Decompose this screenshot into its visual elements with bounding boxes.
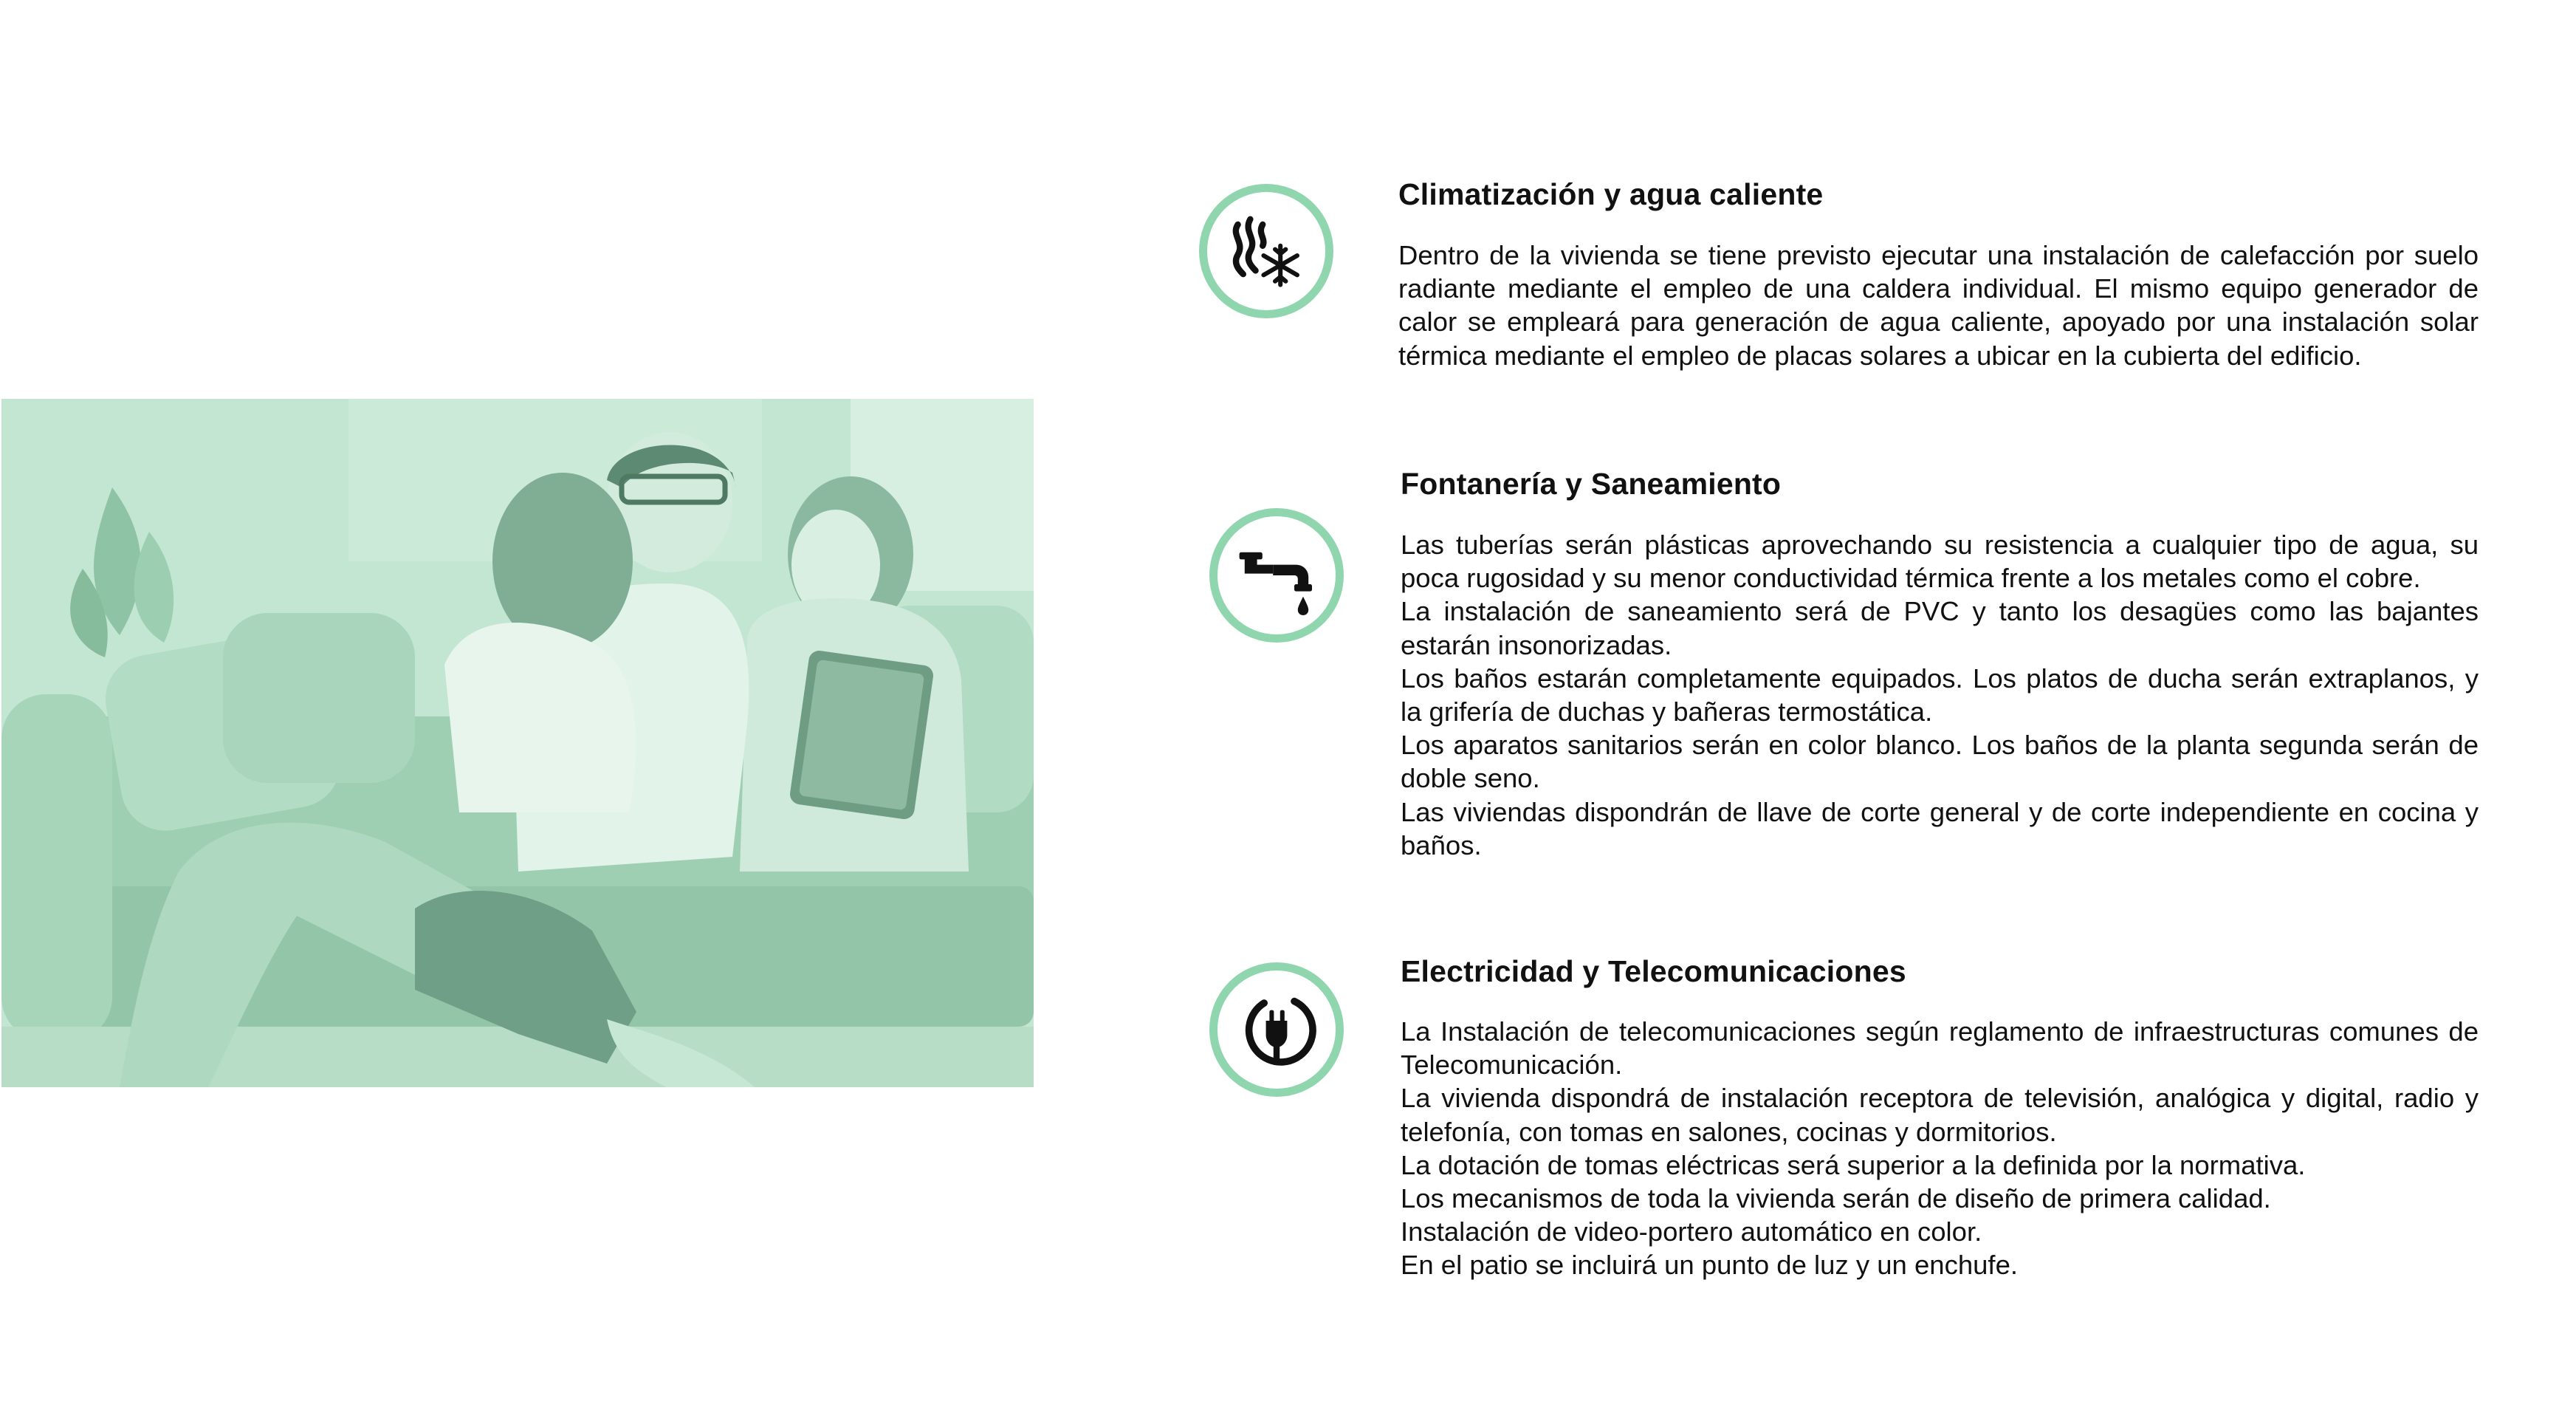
power-plug-icon-circle	[1209, 962, 1344, 1097]
paragraph: Los mecanismos de toda la vivienda serán de diseño de primera calidad.	[1401, 1183, 2271, 1214]
paragraph: Instalación de video-portero automático en color.	[1401, 1216, 1982, 1247]
paragraph: Los baños estarán completamente equipados. Los platos de ducha serán extraplanos, y la grifería de duchas y bañeras termostática.	[1401, 663, 2479, 728]
family-photo	[1, 399, 1034, 1087]
paragraph: Las tuberías serán plásticas aprovechando su resistencia a cualquier tipo de agua, su poca rugosidad y su menor conductividad térmica frente a los metales como el cobre.	[1401, 530, 2479, 594]
paragraph: La dotación de tomas eléctricas será superior a la definida por la normativa.	[1401, 1149, 2306, 1180]
paragraph: En el patio se incluirá un punto de luz y un enchufe.	[1401, 1250, 2019, 1281]
family-photo-illustration	[1, 399, 1034, 1087]
paragraph: La Instalación de telecomunicaciones según reglamento de infraestructuras comunes de Telecomunicación.	[1401, 1016, 2479, 1081]
section-body-fontaneria	[1401, 528, 2479, 862]
section-title-climatizacion: Climatización y agua caliente	[1398, 177, 1824, 211]
section-body-electricidad	[1401, 1015, 2479, 1282]
water-tap-icon	[1232, 531, 1321, 620]
heating-cooling-icon	[1222, 207, 1311, 295]
paragraph: Los aparatos sanitarios serán en color blanco. Los baños de la planta segunda serán de doble seno.	[1401, 730, 2479, 794]
water-tap-icon-circle	[1209, 508, 1344, 643]
paragraph: Dentro de la vivienda se tiene previsto ejecutar una instalación de calefacción por suelo radiante mediante el empleo de una caldera individual. El mismo equipo generador de calor se empleará para generación de agua caliente, apoyado por una instalación solar térmica mediante el empleo de placas solares a ubicar en la cubierta del edificio.	[1398, 240, 2479, 371]
paragraph: Las viviendas dispondrán de llave de corte general y de corte independiente en cocina y baños.	[1401, 796, 2479, 860]
heating-cooling-icon-circle	[1199, 184, 1333, 318]
power-plug-icon	[1232, 985, 1321, 1074]
section-body-climatizacion	[1398, 239, 2479, 372]
section-title-electricidad: Electricidad y Telecomunicaciones	[1401, 954, 1906, 988]
section-title-fontaneria: Fontanería y Saneamiento	[1401, 467, 1782, 501]
paragraph: La vivienda dispondrá de instalación receptora de televisión, analógica y digital, radio y telefonía, con tomas en salones, cocinas y dormitorios.	[1401, 1083, 2479, 1147]
paragraph: La instalación de saneamiento será de PVC y tanto los desagües como las bajantes estarán insonorizadas.	[1401, 596, 2479, 660]
